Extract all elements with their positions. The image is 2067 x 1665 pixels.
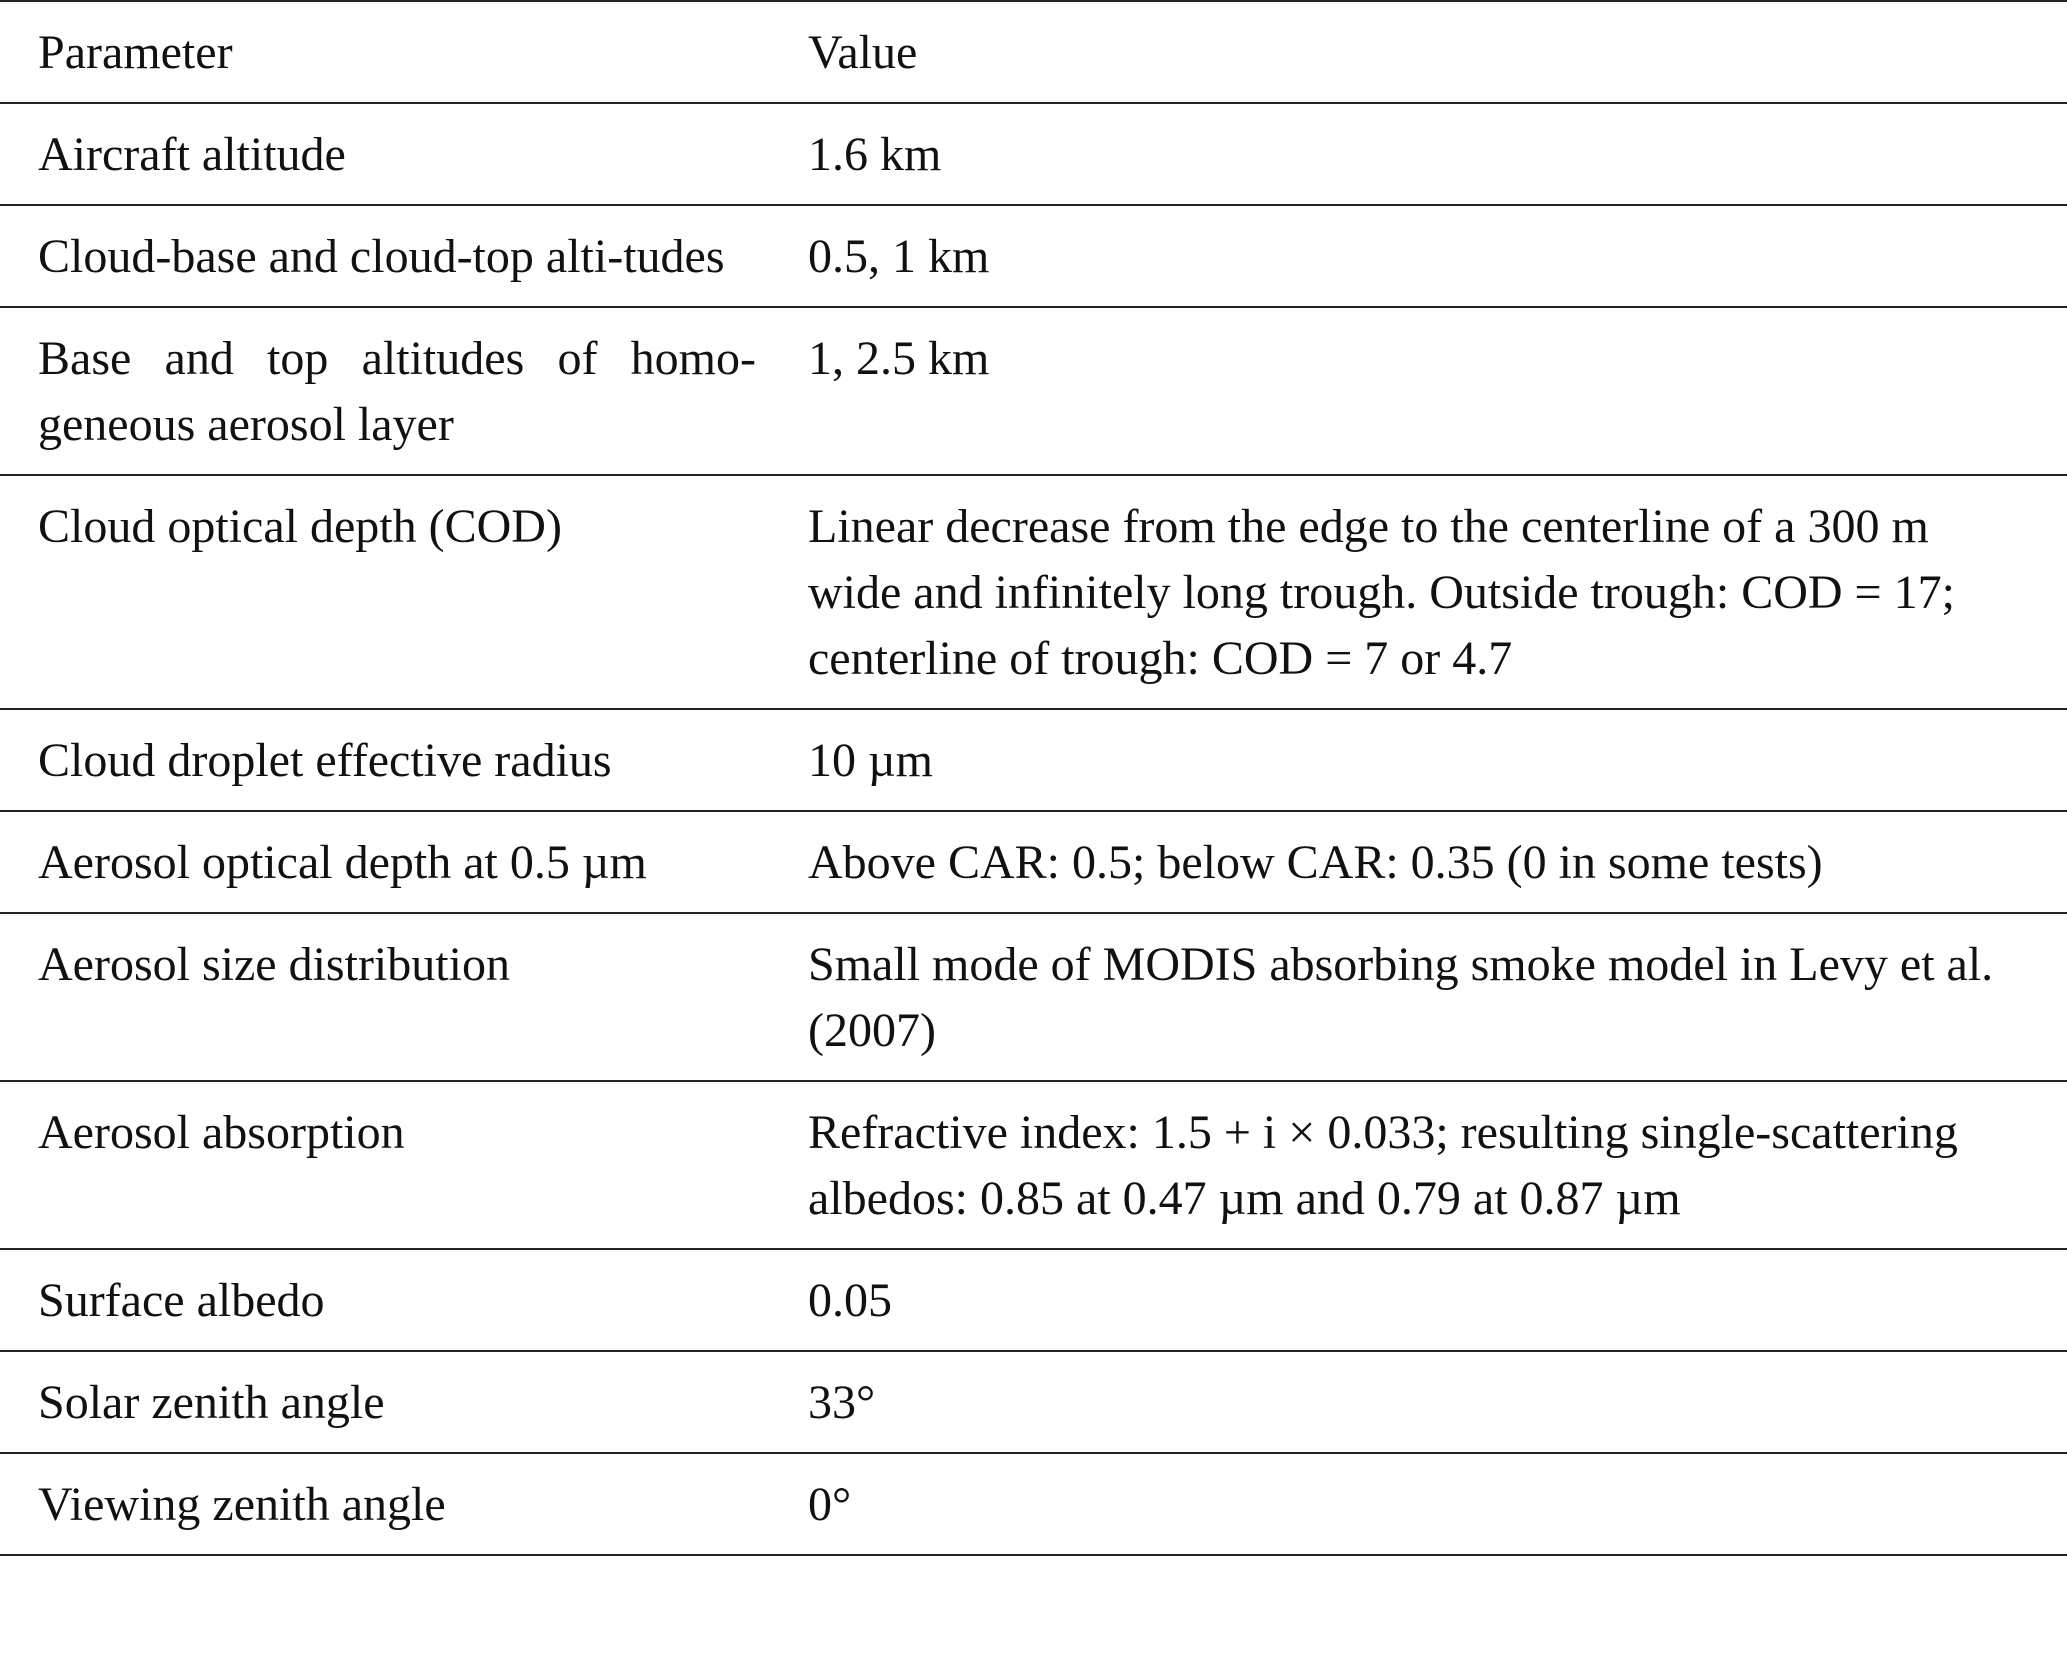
cell-parameter: Aerosol absorption [0,1081,806,1249]
table-header-row [0,1,2067,103]
cell-parameter: Solar zenith angle [0,1351,806,1453]
table-row [0,205,2067,307]
cell-parameter: Cloud optical depth (COD) [0,475,806,709]
table-row [0,1249,2067,1351]
cell-value: 0.5, 1 km [806,205,2067,307]
cell-value: 0° [806,1453,2067,1555]
table-row [0,1453,2067,1555]
header-value: Value [806,1,2067,103]
cell-parameter: Aerosol size distribution [0,913,806,1081]
table-row [0,307,2067,475]
cell-value: 1.6 km [806,103,2067,205]
cell-parameter: Cloud droplet effective radius [0,709,806,811]
cell-parameter: Aerosol optical depth at 0.5 µm [0,811,806,913]
table-row [0,1081,2067,1249]
table-row [0,475,2067,709]
cell-value: 10 µm [806,709,2067,811]
cell-value: 1, 2.5 km [806,307,2067,475]
table-row [0,811,2067,913]
cell-parameter: Viewing zenith angle [0,1453,806,1555]
header-parameter: Parameter [0,1,806,103]
cell-value: Above CAR: 0.5; below CAR: 0.35 (0 in some tests) [806,811,2067,913]
cell-value: 33° [806,1351,2067,1453]
cell-value: Small mode of MODIS absorbing smoke model in Levy et al. (2007) [806,913,2067,1081]
table-row [0,913,2067,1081]
table-row [0,709,2067,811]
table-row [0,1351,2067,1453]
table-row [0,103,2067,205]
cell-parameter: Cloud-base and cloud-top alti-tudes [0,205,806,307]
cell-value: Refractive index: 1.5 + i × 0.033; resulting single-scattering albedos: 0.85 at 0.47 µm and 0.79 at 0.87 µm [806,1081,2067,1249]
cell-value: Linear decrease from the edge to the centerline of a 300 m wide and infinitely long trough. Outside trough: COD = 17; centerline of trough: COD = 7 or 4.7 [806,475,2067,709]
cell-value: 0.05 [806,1249,2067,1351]
cell-parameter: Base and top altitudes of homo-geneous aerosol layer [0,307,806,475]
cell-parameter: Aircraft altitude [0,103,806,205]
cell-parameter: Surface albedo [0,1249,806,1351]
